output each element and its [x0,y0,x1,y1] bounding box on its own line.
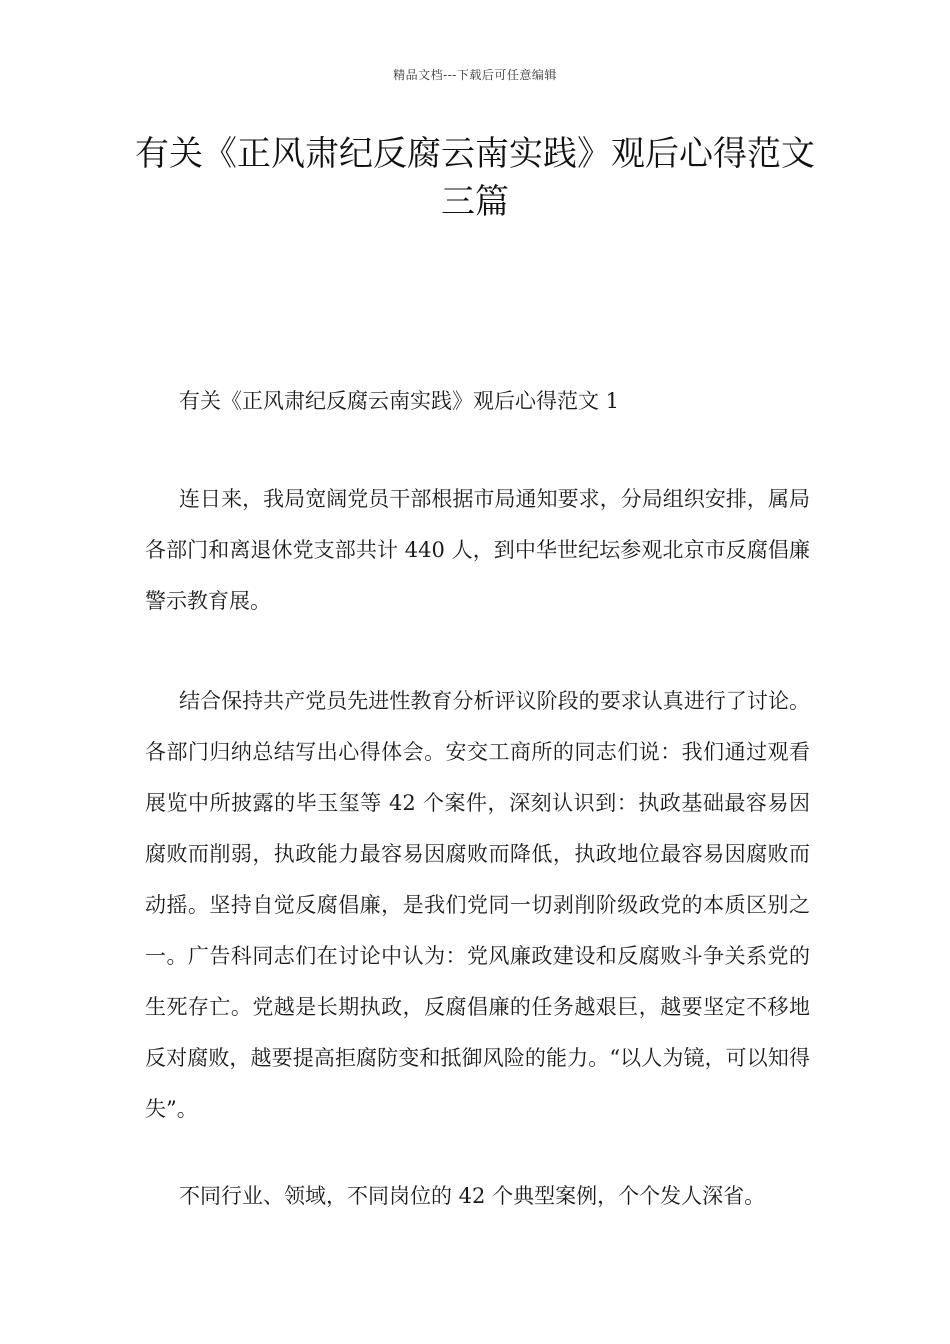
paragraph-2: 结合保持共产党员先进性教育分析评议阶段的要求认真进行了讨论。各部门归纳总结写出心得体会。安交工商所的同志们说：我们通过观看展览中所披露的毕玉玺等 42 个案件，深刻认识到：执政基础最容易因腐败而削弱，执政能力最容易因腐败而降低，执政地位最容易因腐败而动摇。坚持自觉反腐倡廉，是我们党同一切剥削阶级政党的本质区别之一。广告科同志们在讨论中认为：党风廉政建设和反腐败斗争关系党的生死存亡。党越是长期执政，反腐倡廉的任务越艰巨，越要坚定不移地反对腐败，越要提高拒腐防变和抵御风险的能力。“以人为镜，可以知得失”。 [145,689,810,1121]
paragraph-1: 连日来，我局宽阔党员干部根据市局通知要求，分局组织安排，属局各部门和离退休党支部共计 440 人，到中华世纪坛参观北京市反腐倡廉警示教育展。 [145,487,810,613]
paragraph-3: 不同行业、领域，不同岗位的 42 个典型案例，个个发人深省。 [179,1184,766,1208]
header-note: 精品文档---下载后可任意编辑 [393,68,557,82]
document-title: 有关《正风肃纪反腐云南实践》观后心得范文三篇 [135,134,815,222]
section-subheading: 有关《正风肃纪反腐云南实践》观后心得范文 1 [179,389,620,413]
